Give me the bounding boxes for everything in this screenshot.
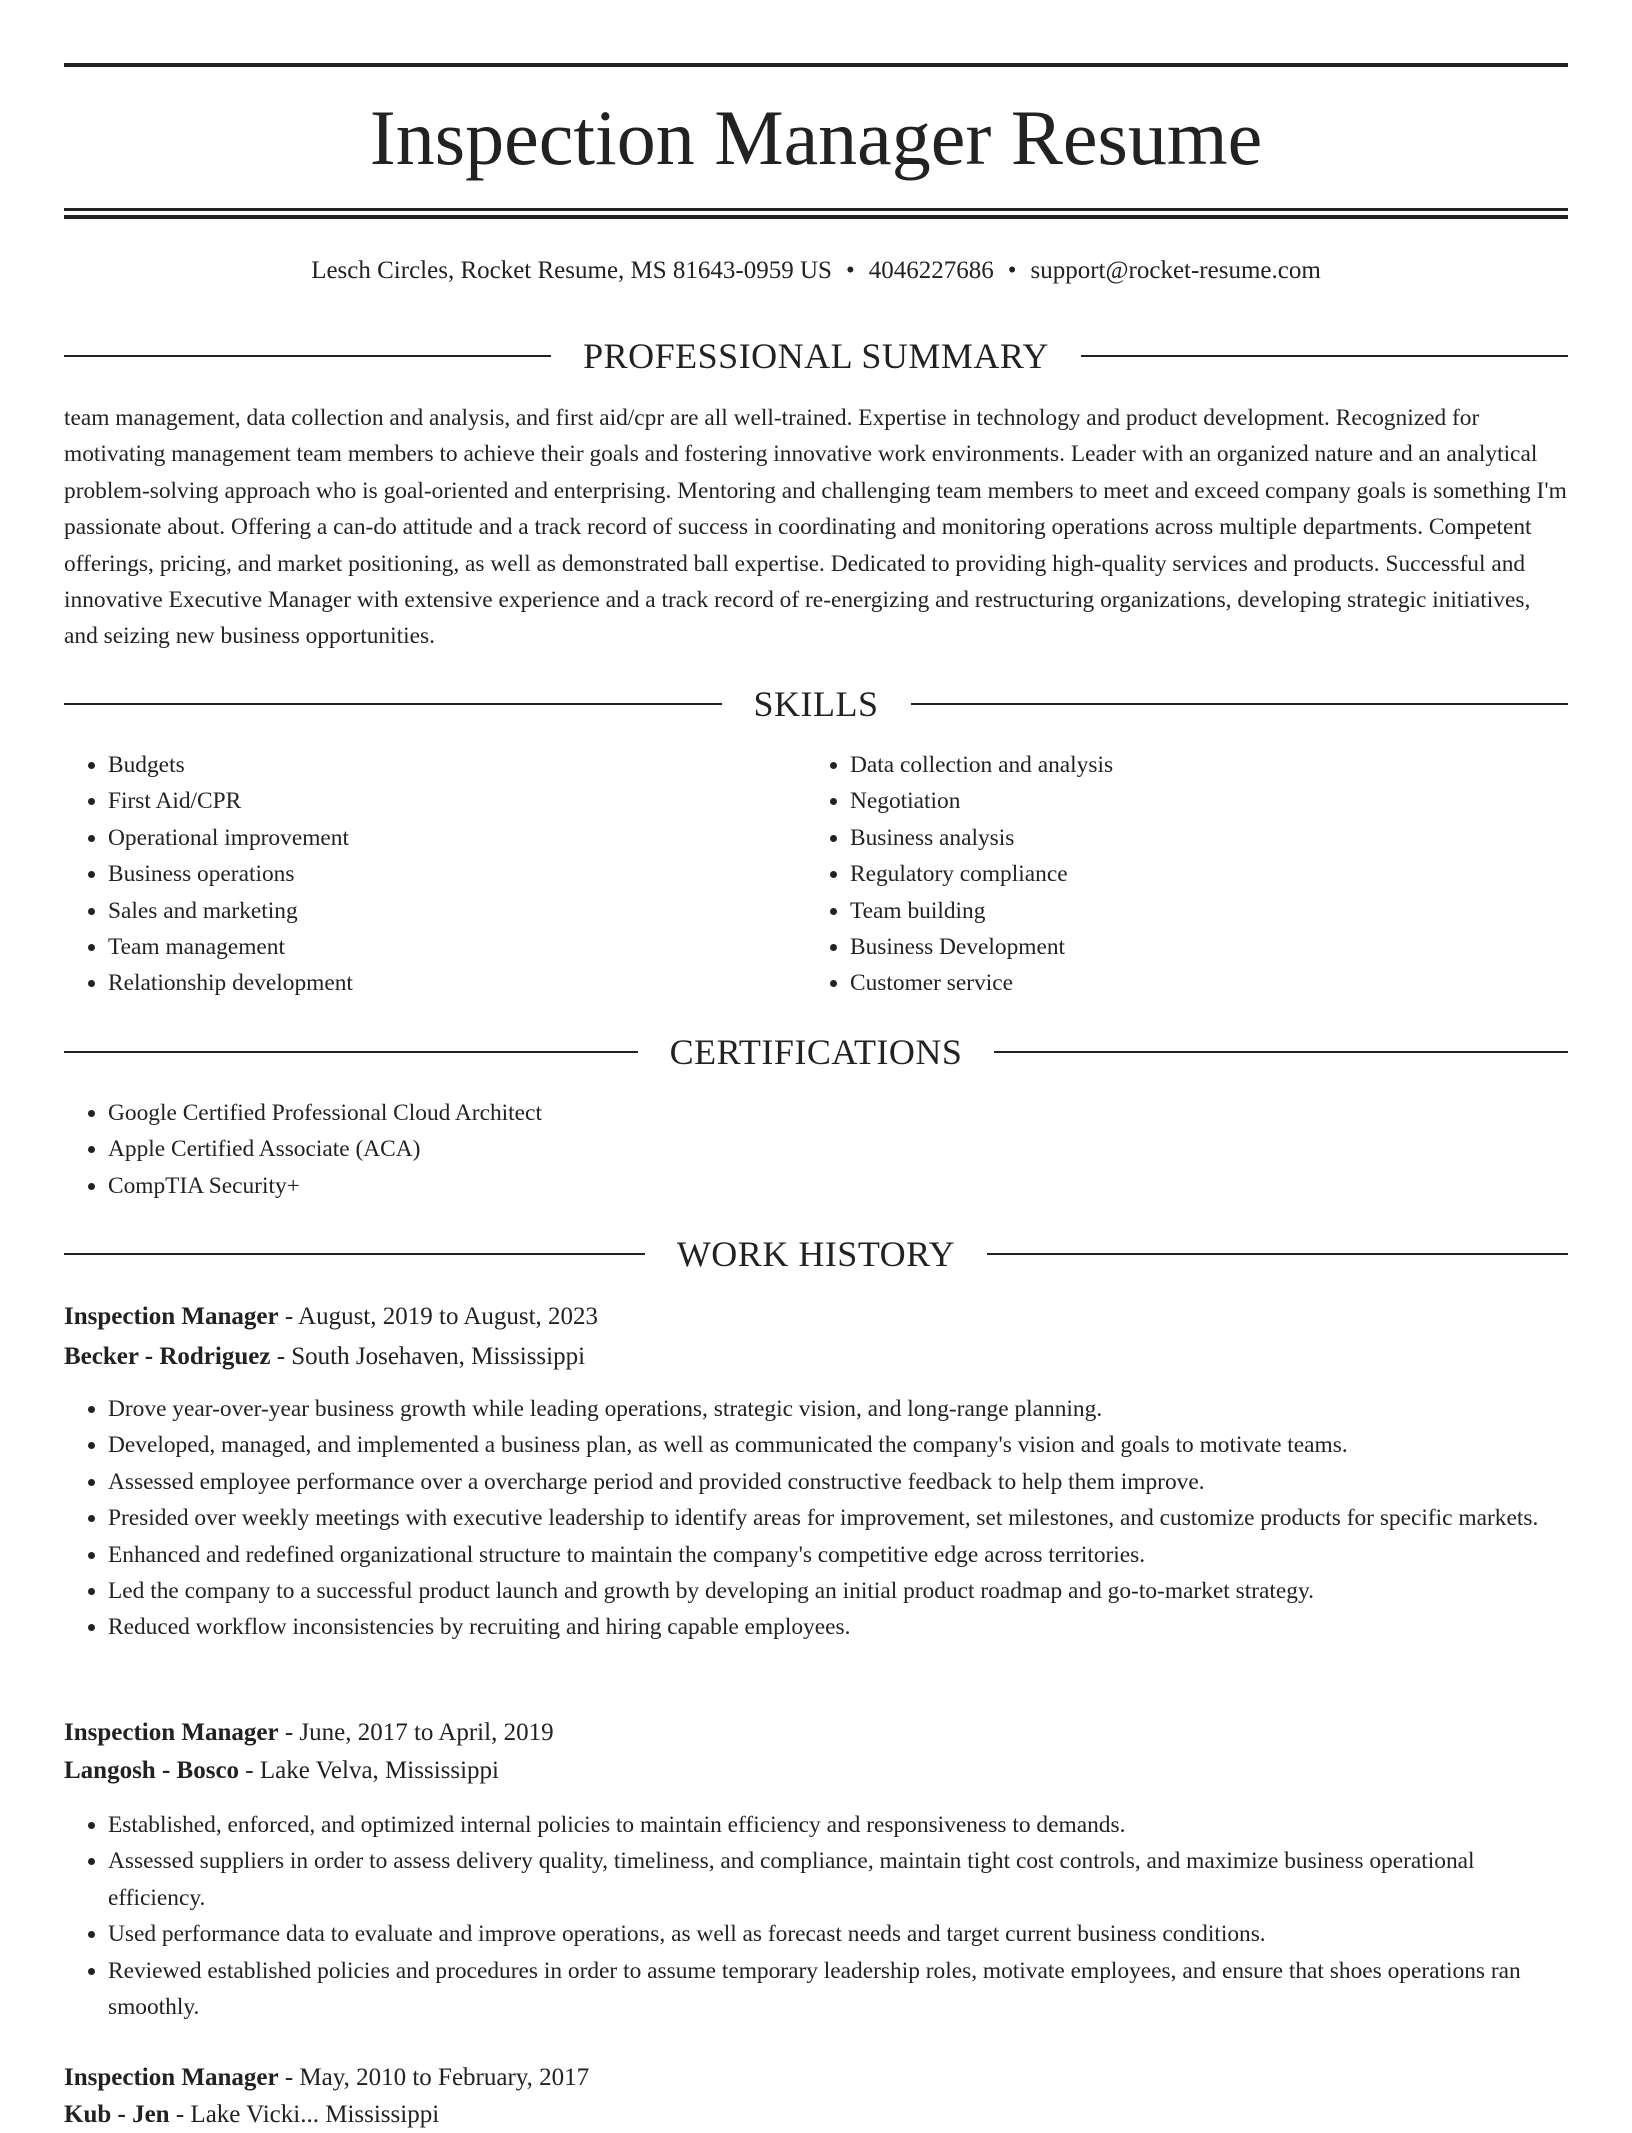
divider: [64, 703, 722, 705]
skill-item: • Business Development: [850, 929, 1546, 965]
job-duty-item: • Reviewed established policies and procedures in order to assume temporary leadership roles, motivate employees, and ensure that shoes operations ran smoothly.: [108, 1953, 1568, 2026]
skill-item: • Customer service: [850, 965, 1546, 1001]
job-title-line: [64, 1715, 1568, 1751]
skill-item: • Budgets: [108, 747, 804, 783]
skill-item: • Sales and marketing: [108, 893, 804, 929]
skill-item: • Relationship development: [108, 965, 804, 1001]
job-duty-item: • Assessed suppliers in order to assess delivery quality, timeliness, and compliance, maintain tight cost controls, and maximize business operational efficiency.: [108, 1843, 1568, 1916]
skill-item: • Operational improvement: [108, 820, 804, 856]
divider: [64, 1253, 645, 1255]
job-duties-list: [64, 1391, 1568, 1646]
title-rule-lower: [64, 215, 1568, 219]
work-history-section-header: [64, 1232, 1568, 1276]
skills-section-header: [64, 682, 1568, 726]
job-company: Becker - Rodriguez: [64, 1343, 271, 1370]
contact-email: support@rocket-resume.com: [1030, 257, 1321, 284]
job-dates: - May, 2010 to February, 2017: [278, 2064, 590, 2091]
skills-column-right: [806, 747, 1546, 1002]
certifications-section-header: [64, 1030, 1568, 1074]
skill-item: • First Aid/CPR: [108, 783, 804, 819]
job-company: Kub - Jen: [64, 2101, 170, 2128]
job-title: Inspection Manager: [64, 1303, 279, 1330]
title-rule-upper: [64, 208, 1568, 211]
job-duty-item: • Established, enforced, and optimized internal policies to maintain efficiency and responsiveness to demands.: [108, 1807, 1568, 1843]
job-duty-item: • Presided over weekly meetings with executive leadership to identify areas for improvement, set milestones, and customize products for specific markets.: [108, 1500, 1568, 1536]
certifications-list: [64, 1095, 1568, 1204]
job-duty-item: • Assessed employee performance over a overcharge period and provided constructive feedback to help them improve.: [108, 1464, 1568, 1500]
certification-item: • Apple Certified Associate (ACA): [108, 1131, 1568, 1167]
job-duty-item: • Led the company to a successful product launch and growth by developing an initial product roadmap and go-to-market strategy.: [108, 1573, 1568, 1609]
contact-address: Lesch Circles, Rocket Resume, MS 81643-0959 US: [311, 257, 832, 284]
job-dates: - August, 2019 to August, 2023: [278, 1303, 599, 1330]
job-duty-item: • Enhanced and redefined organizational structure to maintain the company's competitive edge across territories.: [108, 1537, 1568, 1573]
job-duty-item: • Developed, managed, and implemented a business plan, as well as communicated the company's vision and goals to motivate teams.: [108, 1427, 1568, 1463]
job-title: Inspection Manager: [64, 2064, 279, 2091]
job-duty-item: • Drove year-over-year business growth while leading operations, strategic vision, and long-range planning.: [108, 1391, 1568, 1427]
skill-item: • Team building: [850, 893, 1546, 929]
contact-separator: •: [1007, 257, 1017, 284]
job-company-line: [64, 1753, 1568, 1789]
certifications-block: [64, 1095, 1568, 1204]
job-location: - South Josehaven, Mississippi: [270, 1343, 586, 1370]
skills-list-right: [806, 747, 1546, 1002]
summary-heading: PROFESSIONAL SUMMARY: [583, 336, 1049, 376]
contact-phone: 4046227686: [868, 257, 994, 284]
skill-item: • Negotiation: [850, 783, 1546, 819]
job-dates: - June, 2017 to April, 2019: [278, 1719, 554, 1746]
job-duty-item: • Reduced workflow inconsistencies by recruiting and hiring capable employees.: [108, 1609, 1568, 1645]
job-title: Inspection Manager: [64, 1719, 279, 1746]
divider: [64, 355, 551, 357]
job-location: - Lake Velva, Mississippi: [239, 1757, 499, 1784]
job-title-line: [64, 2060, 1568, 2096]
page-title: Inspection Manager Resume: [369, 94, 1263, 181]
divider: [994, 1051, 1568, 1053]
skill-item: • Business operations: [108, 856, 804, 892]
summary-section-header: [64, 334, 1568, 378]
skill-item: • Team management: [108, 929, 804, 965]
divider: [64, 1051, 638, 1053]
skills-heading: SKILLS: [753, 684, 879, 724]
contact-line: [64, 254, 1568, 288]
job-company: Langosh - Bosco: [64, 1757, 240, 1784]
certification-item: • CompTIA Security+: [108, 1168, 1568, 1204]
job-title-line: [64, 1299, 1568, 1335]
job-company-line: [64, 2097, 1568, 2133]
job-duties-list: [64, 1807, 1568, 2025]
divider: [911, 703, 1569, 705]
job-location: - Lake Vicki... Mississippi: [169, 2101, 440, 2128]
skill-item: • Regulatory compliance: [850, 856, 1546, 892]
contact-separator: •: [845, 257, 855, 284]
summary-text: team management, data collection and analysis, and first aid/cpr are all well-trained. Expertise in technology and product development. Recognized for motivating management team members to achieve their goals and fostering innovative work environments. Leader with an organized nature and an analytical problem-solving approach who is goal-oriented and enterprising. Mentoring and challenging team members to meet and exceed company goals is something I'm passionate about. Offering a can-do attitude and a track record of success in coordinating and monitoring operations across multiple departments. Competent offerings, pricing, and market positioning, as well as demonstrated ball expertise. Dedicated to providing high-quality services and products. Successful and innovative Executive Manager with extensive experience and a track record of re-energizing and restructuring organizations, developing strategic initiatives, and seizing new business opportunities.: [64, 405, 1567, 650]
job-company-line: [64, 1339, 1568, 1375]
skill-item: • Data collection and analysis: [850, 747, 1546, 783]
skill-item: • Business analysis: [850, 820, 1546, 856]
divider: [987, 1253, 1568, 1255]
certification-item: • Google Certified Professional Cloud Architect: [108, 1095, 1568, 1131]
skills-list-left: [64, 747, 804, 1002]
job-duty-item: • Used performance data to evaluate and improve operations, as well as forecast needs and target current business conditions.: [108, 1916, 1568, 1952]
skills-column-left: [64, 747, 804, 1002]
job-duties: [64, 1391, 1568, 1646]
job-duties: [64, 1807, 1568, 2025]
certifications-heading: CERTIFICATIONS: [669, 1032, 963, 1072]
work-history-heading: WORK HISTORY: [676, 1234, 956, 1274]
top-rule: [64, 63, 1568, 67]
divider: [1081, 355, 1568, 357]
